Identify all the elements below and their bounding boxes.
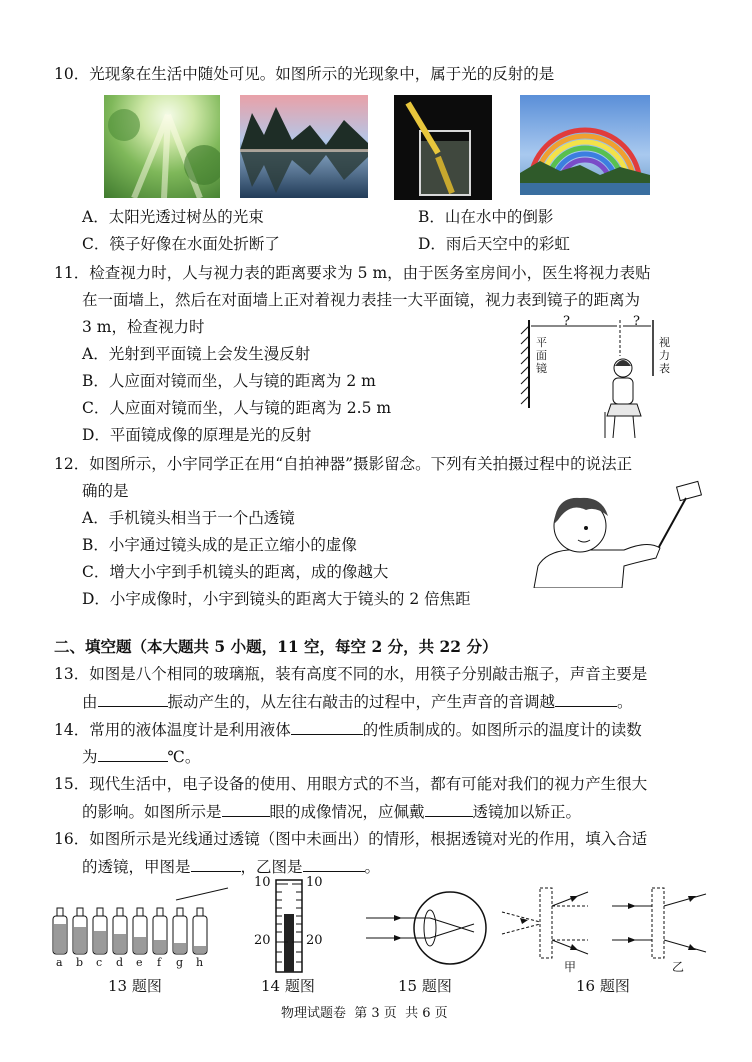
bottle-label-g: g (176, 956, 184, 969)
q14-text-c: 为 (82, 748, 98, 766)
q11-option-a: A．光射到平面镜上会发生漫反射 (82, 345, 311, 363)
q12-line-1: 12．如图所示，小宇同学正在用“自拍神器”摄影留念。下列有关拍摄过程中的说法正 (54, 455, 633, 473)
q15-blank-1[interactable] (222, 800, 270, 817)
q11-mirror-label: 平面镜 (536, 336, 547, 375)
q12-option-d: D．小宇成像时，小宇到镜头的距离大于镜头的 2 倍焦距 (82, 590, 471, 608)
q14-line-1 (54, 718, 642, 741)
page-footer: 物理试题卷 第 3 页 共 6 页 (281, 1006, 448, 1021)
photo-forest-light (104, 95, 220, 198)
q13-text-c: 。 (617, 693, 633, 711)
q11-distance-unknown-2: ? (633, 314, 640, 329)
caption-13: 13 题图 (108, 977, 162, 995)
bottle-label-a: a (56, 956, 63, 969)
q11-chart-label: 视力表 (659, 336, 670, 375)
q13-blank-1[interactable] (98, 690, 168, 707)
q10-option-a: A．太阳光透过树丛的光束 (82, 208, 264, 226)
photo-mountain-reflection (240, 95, 368, 198)
q11-option-d: D．平面镜成像的原理是光的反射 (82, 426, 312, 444)
q10-option-b: B．山在水中的倒影 (418, 208, 554, 226)
q11-line-1: 11．检查视力时，人与视力表的距离要求为 5 m，由于医务室房间小，医生将视力表贴 (54, 264, 651, 282)
fig16-label-yi: 乙 (672, 960, 685, 974)
q11-line-2: 在一面墙上，然后在对面墙上正对着视力表挂一大平面镜，视力表到镜子的距离为 (82, 291, 641, 309)
q16-text-c: 。 (364, 858, 381, 876)
caption-14: 14 题图 (261, 977, 315, 995)
bottle-label-b: b (76, 956, 84, 969)
q12-selfie-figure (528, 480, 708, 588)
q13-text-b: 振动产生的，从左往右敲击的过程中，产生声音的音调越 (167, 693, 556, 711)
fig16-label-jia: 甲 (564, 960, 577, 974)
q16-line-1: 16．如图所示是光线通过透镜（图中未画出）的情形，根据透镜对光的作用，填入合适 (54, 830, 648, 848)
fig16-lens-diagrams (500, 880, 710, 972)
q11-eye-test-figure (515, 316, 685, 446)
q14-blank-2[interactable] (98, 745, 168, 762)
caption-15: 15 题图 (398, 977, 452, 995)
q15-text-c: 透镜加以矫正。 (472, 803, 582, 821)
fig13-bottles (50, 880, 230, 970)
q15-line-2 (82, 800, 581, 823)
thermo-tick-20-right: 20 (306, 933, 323, 948)
q16-text-b: ，乙图是 (240, 858, 303, 876)
q12-option-c: C．增大小宇到手机镜头的距离，成的像越大 (82, 563, 389, 581)
q10-stem: 10．光现象在生活中随处可见。如图所示的光现象中，属于光的反射的是 (54, 65, 555, 83)
fig15-eye-diagram (364, 888, 494, 972)
q13-blank-2[interactable] (555, 690, 617, 707)
q12-option-a: A．手机镜头相当于一个凸透镜 (82, 509, 295, 527)
q15-line-1: 15．现代生活中，电子设备的使用、用眼方式的不当，都有可能对我们的视力产生很大 (54, 775, 648, 793)
q15-text-b: 眼的成像情况，应佩戴 (269, 803, 425, 821)
q16-text-a: 的透镜，甲图是 (82, 858, 191, 876)
q13-text-a: 由 (82, 693, 98, 711)
q12-option-b: B．小宇通过镜头成的是正立缩小的虚像 (82, 536, 357, 554)
q13-line-2 (82, 690, 633, 713)
q14-blank-1[interactable] (291, 718, 363, 735)
bottle-label-e: e (136, 956, 143, 969)
thermo-tick-10-right: 10 (306, 875, 323, 890)
photo-pencil-in-water (394, 95, 492, 200)
q10-option-c: C．筷子好像在水面处折断了 (82, 235, 280, 253)
section-heading: 二、填空题（本大题共 5 小题，11 空，每空 2 分，共 22 分） (54, 637, 498, 656)
q11-option-b: B．人应面对镜而坐，人与镜的距离为 2 m (82, 372, 376, 390)
bottle-label-d: d (116, 956, 124, 969)
q10-option-d: D．雨后天空中的彩虹 (418, 235, 570, 253)
q11-line-3: 3 m，检查视力时 (82, 318, 205, 336)
q16-blank-2[interactable] (303, 855, 365, 872)
q11-distance-unknown-1: ? (563, 314, 570, 329)
q12-line-2: 确的是 (82, 482, 129, 500)
q14-line-2 (82, 745, 200, 768)
fig14-thermometer (250, 874, 350, 974)
q15-text-a: 的影响。如图所示是 (82, 803, 222, 821)
q13-line-1: 13．如图是八个相同的玻璃瓶，装有高度不同的水，用筷子分别敲击瓶子，声音主要是 (54, 665, 648, 683)
thermo-tick-10-left: 10 (254, 875, 271, 890)
q11-option-c: C．人应面对镜而坐，人与镜的距离为 2.5 m (82, 399, 392, 417)
q14-text-a: 14．常用的液体温度计是利用液体 (54, 721, 291, 739)
caption-16: 16 题图 (576, 977, 630, 995)
thermo-tick-20-left: 20 (254, 933, 271, 948)
bottle-label-c: c (96, 956, 103, 969)
bottle-label-f: f (157, 956, 162, 969)
q14-text-d: ℃。 (167, 748, 201, 766)
q16-blank-1[interactable] (191, 855, 241, 872)
bottle-label-h: h (196, 956, 204, 969)
q15-blank-2[interactable] (425, 800, 473, 817)
q14-text-b: 的性质制成的。如图所示的温度计的读数 (362, 721, 642, 739)
photo-rainbow (520, 95, 650, 195)
